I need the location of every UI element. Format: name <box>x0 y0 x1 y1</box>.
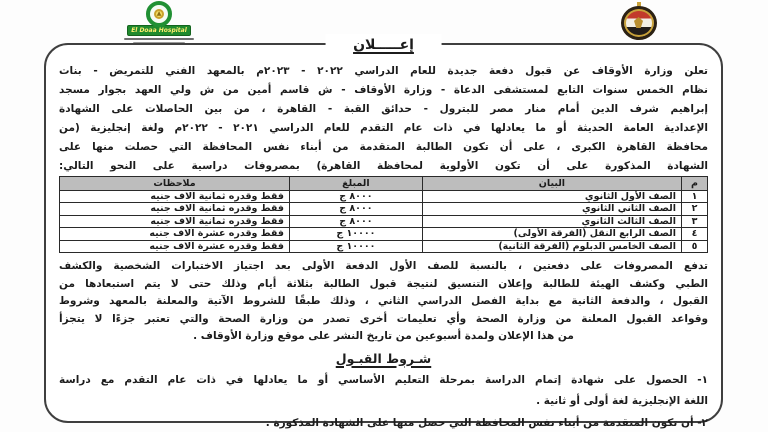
conditions-list <box>59 370 708 432</box>
hospital-logo <box>120 1 198 44</box>
condition-line: ١- الحصول على شهادة إتمام الدراسة بمرحلة التعليم الأساسي أو ما يعادلها في ذات عام التقدم مع دراسة <box>59 373 708 386</box>
row-number: ٢ <box>682 203 708 215</box>
row-amount: ١٠٠٠٠ ج <box>289 240 422 252</box>
header-cell-number: م <box>682 177 708 191</box>
hospital-logo-banner: El Doaa Hospital <box>127 25 191 36</box>
header-cell-notes: ملاحظات <box>60 177 290 191</box>
table-row <box>60 215 708 227</box>
header-cell-amount: المبلغ <box>289 177 422 191</box>
intro-line: إبراهيم شرف الدين أمام منار مصر للبترول - حدائق القبة - القاهرة ، من بين الحاصلات على الشهادة <box>59 103 708 115</box>
row-notes: فقط وقدره عشرة آلاف جنيه <box>60 228 290 240</box>
row-notes: فقط وقدره ثمانية آلاف جنيه <box>60 191 290 203</box>
conditions-heading-text: شـروط القبـول <box>335 350 432 366</box>
intro-line: الشهادة المذكورة على أن تكون الأولوية لمحافظة القاهرة) بمصروفات دراسية على النحو التالي: <box>59 160 708 172</box>
row-item: الصف الثاني الثانوي <box>422 203 681 215</box>
row-amount: ٨٠٠٠ ج <box>289 215 422 227</box>
terms-line: من هذا الإعلان ولمدة أسبوعين من تاريخ النشر على موقع وزارة الأوقاف . <box>193 330 574 343</box>
row-amount: ١٠٠٠٠ ج <box>289 228 422 240</box>
table-row <box>60 240 708 252</box>
row-amount: ٨٠٠٠ ج <box>289 203 422 215</box>
terms-line: القبول ، والدفعة الثانية مع بداية الفصل الدراسي الثاني ، وذلك طبقًا للشروط الآتية والمعلنة بالمعهد وشروط <box>59 295 708 308</box>
announcement-frame <box>44 37 723 429</box>
payment-terms-paragraph <box>59 258 708 346</box>
row-number: ٣ <box>682 215 708 227</box>
row-notes: فقط وقدره عشرة آلاف جنيه <box>60 240 290 252</box>
table-row <box>60 203 708 215</box>
crescent-mosque-icon: ▲ <box>154 9 164 19</box>
fees-table-header-row <box>60 177 708 191</box>
hospital-crest-icon <box>146 1 172 27</box>
row-item: الصف الرابع النقل (الفرقة الأولى) <box>422 228 681 240</box>
intro-line: نظام الخمس سنوات التابع لمستشفى الدعاة - وزارة الأوقاف - ش قاسم أمين من ش ولي العهد بجوار مسجد <box>59 84 708 96</box>
terms-line: الطبي وكشف الهيئة للطالبة وإعلان التنسيق لنتيجة قبول الطالبة بثلاثة أيام وذلك حتى لا يتم استبعادها من <box>59 277 708 290</box>
terms-line: وقواعد القبول المعلنة من وزارة الصحة وأي تعليمات أخرى تصدر من وزارة الصحة والتي تعتبر جزءًا لا يتجزأ <box>59 312 708 325</box>
table-row <box>60 228 708 240</box>
conditions-heading <box>59 348 708 367</box>
table-row <box>60 191 708 203</box>
row-item: الصف الثالث الثانوي <box>422 215 681 227</box>
row-item: الصف الخامس الدبلوم (الفرقة الثانية) <box>422 240 681 252</box>
intro-line: تعلن وزارة الأوقاف عن قبول دفعة جديدة للعام الدراسي ٢٠٢٢ - ٢٠٢٣م بالمعهد الفني للتمريض - بنات <box>59 65 708 77</box>
row-amount: ٨٠٠٠ ج <box>289 191 422 203</box>
awqaf-ministry-emblem <box>621 4 657 40</box>
condition-line: اللغة الإنجليزية لغة أولى أو ثانية . <box>536 395 708 408</box>
header-cell-item: البيان <box>422 177 681 191</box>
logo-caption-line <box>124 38 194 40</box>
row-notes: فقط وقدره ثمانية آلاف جنيه <box>60 215 290 227</box>
row-number: ١ <box>682 191 708 203</box>
row-number: ٥ <box>682 240 708 252</box>
intro-paragraph <box>59 62 708 176</box>
terms-line: تدفع المصروفات على دفعتين ، بالنسبة للصف الأول الدفعة الأولى بعد اجتياز الاختبارات الشخصية والكشف <box>59 260 708 273</box>
intro-line: محافظة القاهرة الكبرى ، على أن تكون الطالبة المتقدمة من أبناء نفس المحافظة التي حصلت منها على <box>59 141 708 153</box>
fees-table <box>59 176 708 253</box>
intro-line: الإعدادية العامة الحديثة أو ما يعادلها في ذات عام التقدم للعام الدراسي ٢٠٢١ - ٢٠٢٢م ولغة إنجليزية (من <box>59 122 708 134</box>
announcement-title <box>325 34 442 53</box>
row-item: الصف الأول الثانوي <box>422 191 681 203</box>
row-notes: فقط وقدره ثمانية آلاف جنيه <box>60 203 290 215</box>
condition-line: ٢- أن تكون المتقدمة من أبناء نفس المحافظة التي حصل منها على الشهادة المذكورة . <box>265 416 708 429</box>
row-number: ٤ <box>682 228 708 240</box>
announcement-title-text: إعـــــلان <box>353 37 414 53</box>
